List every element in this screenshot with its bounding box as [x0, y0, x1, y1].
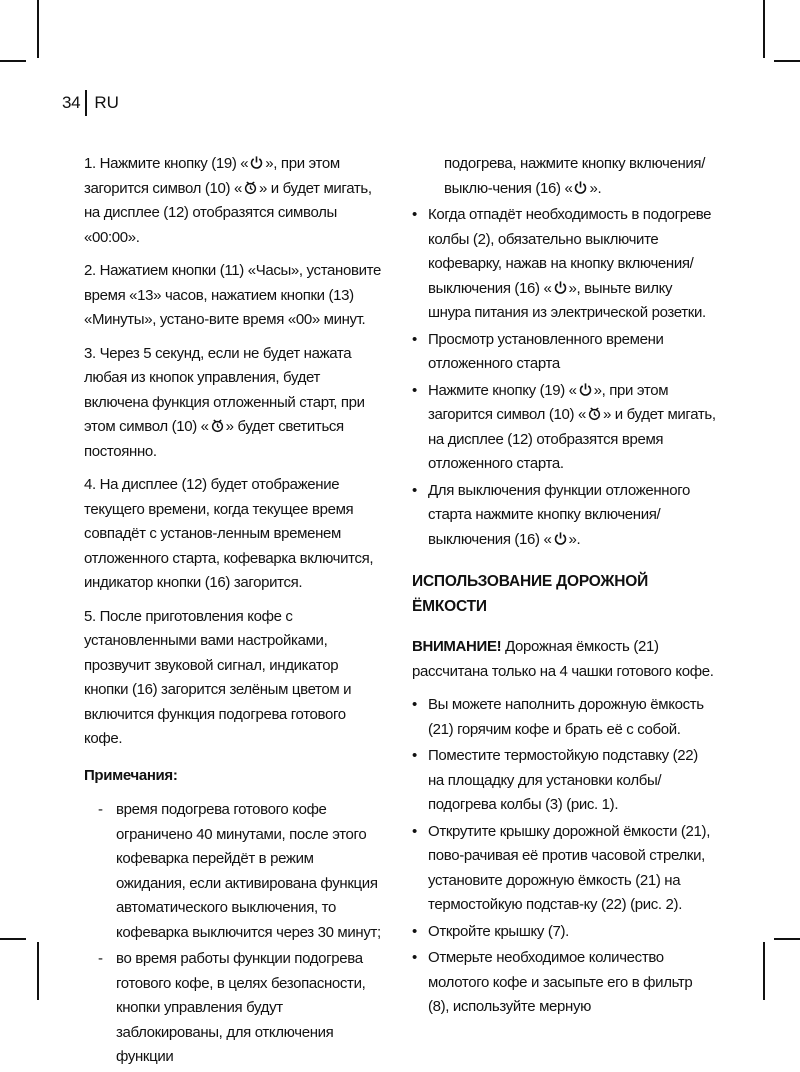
- note-item: - время подогрева готового кофе ограничено 40 минутами, после этого кофеварка перейдёт в режим ожидания, если активирована функция автоматического выключения, то кофеварка выключится через 30 минут;: [84, 798, 384, 945]
- power-icon: [249, 155, 264, 170]
- bullet-item: • Нажмите кнопку (19) « », при этом загорится символ (10) « » и будет мигать, на дисплее (12) отобразятся время отложенного старта.: [412, 379, 716, 477]
- warning-paragraph: ВНИМАНИЕ! Дорожная ёмкость (21) рассчитана только на 4 чашки готового кофе.: [412, 638, 714, 680]
- power-icon: [573, 180, 588, 195]
- header-divider: [85, 90, 87, 116]
- crop-mark-bottom-left-h: [0, 938, 26, 940]
- bullet-item: • Когда отпадёт необходимость в подогреве колбы (2), обязательно выключите кофеварку, нажав на кнопку включения/выключения (16) « », выньте вилку шнура питания из электрической розетки.: [412, 203, 716, 326]
- crop-mark-top-right: [763, 0, 765, 58]
- power-icon: [578, 382, 593, 397]
- delayed-start-icon: [243, 180, 258, 195]
- page-number: 34: [62, 93, 81, 112]
- bullet-item: • Поместите термостойкую подставку (22) на площадку для установки колбы/подогрева колбы (3) (рис. 1).: [412, 744, 716, 818]
- crop-mark-bottom-right-h: [774, 938, 800, 940]
- bullet-item: • Просмотр установленного времени отложенного старта: [412, 328, 716, 377]
- note-continuation: подогрева, нажмите кнопку включения/выклю-чения (16) « ».: [444, 155, 706, 197]
- crop-mark-bottom-right: [763, 942, 765, 1000]
- delayed-start-icon: [210, 418, 225, 433]
- crop-mark-top-left-h: [0, 60, 26, 62]
- left-column: [84, 152, 384, 1072]
- crop-mark-top-left: [37, 0, 39, 58]
- bullet-item: • Для выключения функции отложенного старта нажмите кнопку включения/выключения (16) « ».: [412, 479, 716, 553]
- notes-title: Примечания:: [84, 766, 178, 784]
- travel-mug-bullets: [412, 693, 716, 1020]
- warning-label: ВНИМАНИЕ!: [412, 638, 502, 655]
- right-column: [412, 152, 716, 1022]
- step-5: 5. После приготовления кофе с установленными вами настройками, прозвучит звуковой сигнал, индикатор кнопки (16) загорится зелёным цветом и включится функция подогрева готового кофе.: [84, 607, 352, 747]
- language-code: RU: [94, 93, 119, 112]
- note-item: - во время работы функции подогрева готового кофе, в целях безопасности, кнопки управления будут заблокированы, для отключения функции: [84, 947, 384, 1070]
- bullet-item: • Открутите крышку дорожной ёмкости (21), пово-рачивая её против часовой стрелки, установите дорожную ёмкость (21) на термостойкую подстав-ку (22) (рис. 2).: [412, 820, 716, 918]
- crop-mark-top-right-h: [774, 60, 800, 62]
- step-3: 3. Через 5 секунд, если не будет нажата любая из кнопок управления, будет включена функция отложенный старт, при этом символ (10) « » будет светиться постоянно.: [84, 344, 365, 460]
- step-4: 4. На дисплее (12) будет отображение текущего времени, когда текущее время совпадёт с установ-ленным временем отложенного старта, кофеварка включится, индикатор кнопки (16) загорится.: [84, 476, 374, 591]
- power-icon: [553, 531, 568, 546]
- section-title: ИСПОЛЬЗОВАНИЕ ДОРОЖНОЙ ЁМКОСТИ: [412, 573, 649, 615]
- power-icon: [553, 280, 568, 295]
- page-header: [62, 88, 119, 118]
- bullet-item: • Откройте крышку (7).: [412, 920, 716, 945]
- step-2: 2. Нажатием кнопки (11) «Часы», установите время «13» часов, нажатием кнопки (13) «Минуты», устано-вите время «00» минут.: [84, 262, 381, 328]
- notes-list: [84, 798, 384, 1070]
- crop-mark-bottom-left: [37, 942, 39, 1000]
- delayed-start-icon: [587, 406, 602, 421]
- bullet-item: • Отмерьте необходимое количество молотого кофе и засыпьте его в фильтр (8), используйте мерную: [412, 946, 716, 1020]
- bullet-item: • Вы можете наполнить дорожную ёмкость (21) горячим кофе и брать её с собой.: [412, 693, 716, 742]
- delayed-start-bullets: [412, 203, 716, 552]
- step-1: 1. Нажмите кнопку (19) « », при этом загорится символ (10) « » и будет мигать, на дисплее (12) отобразятся символы «00:00».: [84, 155, 372, 246]
